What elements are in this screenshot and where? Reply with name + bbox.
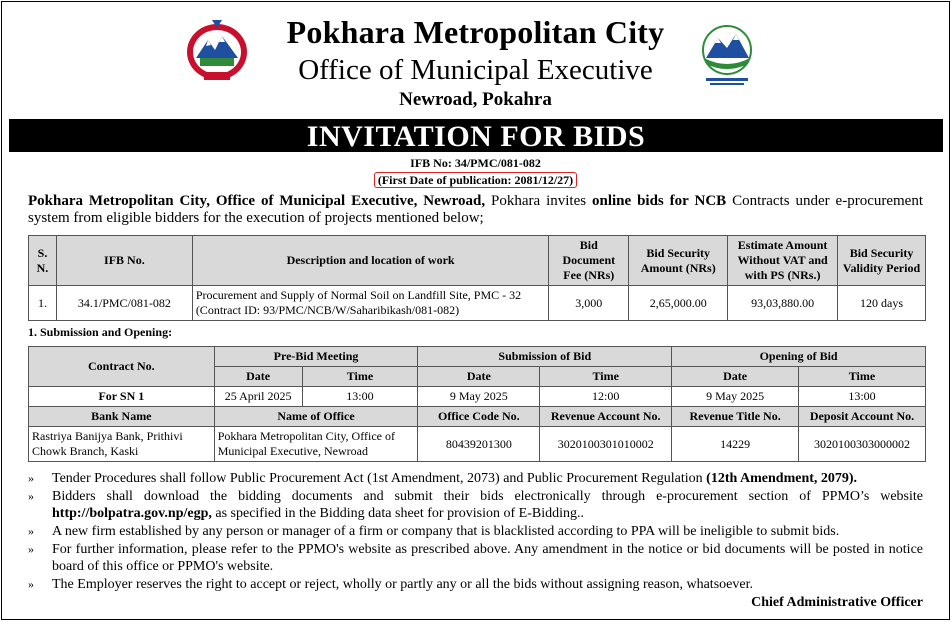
list-item xyxy=(28,541,923,575)
note-1-bold: (12th Amendment, 2079). xyxy=(706,471,858,486)
opening-header: Opening of Bid xyxy=(672,347,926,367)
cell-contract: For SN 1 xyxy=(29,387,215,407)
cell-submission-time: 12:00 xyxy=(540,387,672,407)
bids-table-header xyxy=(29,236,926,286)
col-doc-fee: Bid Document Fee (NRs) xyxy=(549,236,629,286)
note-4-text: For further information, please refer to the PPMO's website as prescribed above. Any amendment in the notice or bid documents will be posted in notice board of this office or PPMO's website. xyxy=(52,542,923,574)
time-header: Time xyxy=(540,367,672,387)
city-logo-icon xyxy=(694,24,760,86)
section-title: 1. Submission and Opening: xyxy=(28,325,173,339)
table-row xyxy=(29,286,926,321)
note-3-text: A new firm established by any person or manager of a firm or company that is blacklisted according to PPA will be ineligible to submit bids. xyxy=(52,524,840,539)
bullet-icon: » xyxy=(28,489,34,503)
col-sn: S. N. xyxy=(29,236,57,286)
schedule-table xyxy=(28,346,926,462)
cell-revenue-title: 14229 xyxy=(672,427,799,462)
col-validity: Bid Security Validity Period xyxy=(838,236,926,286)
date-header: Date xyxy=(418,367,540,387)
cell-sn: 1. xyxy=(29,286,57,321)
cell-bank-name: Rastriya Banijya Bank, Prithivi Chowk Branch, Kaski xyxy=(29,427,215,462)
intro-bold: online bids for NCB xyxy=(591,193,727,209)
revenue-account-header: Revenue Account No. xyxy=(540,407,672,427)
time-header: Time xyxy=(302,367,418,387)
cell-prebid-date: 25 April 2025 xyxy=(214,387,302,407)
contract-no-header: Contract No. xyxy=(29,347,215,387)
table-row xyxy=(29,427,926,462)
intro-paragraph xyxy=(28,193,923,227)
bank-name-header: Bank Name xyxy=(29,407,215,427)
bullet-icon: » xyxy=(28,577,34,591)
cell-office-name: Pokhara Metropolitan City, Office of Municipal Executive, Newroad xyxy=(214,427,418,462)
notes-list xyxy=(28,470,923,594)
list-item xyxy=(28,576,923,593)
revenue-title-header: Revenue Title No. xyxy=(672,407,799,427)
bullet-icon: » xyxy=(28,524,34,538)
banner: INVITATION FOR BIDS xyxy=(9,119,943,152)
col-estimate: Estimate Amount Without VAT and with PS (NRs.) xyxy=(728,236,838,286)
bullet-icon: » xyxy=(28,542,34,556)
list-item xyxy=(28,470,923,487)
bullet-icon: » xyxy=(28,471,34,485)
cell-prebid-time: 13:00 xyxy=(302,387,418,407)
col-ifb: IFB No. xyxy=(56,236,192,286)
office-code-header: Office Code No. xyxy=(418,407,540,427)
ppmo-link[interactable]: http://bolpatra.gov.np/egp, xyxy=(52,506,212,521)
ifb-number: IFB No: 34/PMC/081-082 xyxy=(410,156,541,170)
submission-header: Submission of Bid xyxy=(418,347,672,367)
note-1-text: Tender Procedures shall follow Public Procurement Act (1st Amendment, 2073) and Public Procurement Regulation xyxy=(52,471,707,486)
org-subtitle: Office of Municipal Executive xyxy=(298,54,653,86)
note-2-text: Bidders shall download the bidding documents and submit their bids electronically through e-procurement section of PPMO’s website xyxy=(52,489,923,504)
cell-ifb: 34.1/PMC/081-082 xyxy=(56,286,192,321)
note-2-text-end: as specified in the Bidding data sheet for provision of E-Bidding.. xyxy=(211,506,584,521)
publication-date xyxy=(2,173,949,188)
date-header: Date xyxy=(672,367,799,387)
signature: Chief Administrative Officer xyxy=(751,595,923,610)
cell-office-code: 80439201300 xyxy=(418,427,540,462)
time-header: Time xyxy=(799,367,926,387)
date-header: Date xyxy=(214,367,302,387)
cell-submission-date: 9 May 2025 xyxy=(418,387,540,407)
bids-table xyxy=(28,235,926,321)
org-address: Newroad, Pokahra xyxy=(399,89,552,110)
publication-date-text: (First Date of publication: 2081/12/27) xyxy=(374,172,577,188)
bid-notice xyxy=(1,1,950,620)
cell-description: Procurement and Supply of Normal Soil on Landfill Site, PMC - 32 (Contract ID: 93/PMC/NCB/W/Saharibikash/081-082) xyxy=(192,286,549,321)
intro-text-2: Contracts under e-procurement system from eligible bidders for the execution of projects mentioned below; xyxy=(28,193,923,226)
cell-security-amount: 2,65,000.00 xyxy=(629,286,728,321)
office-name-header: Name of Office xyxy=(214,407,418,427)
pre-bid-header: Pre-Bid Meeting xyxy=(214,347,418,367)
cell-revenue-account: 3020100301010002 xyxy=(540,427,672,462)
note-5-text: The Employer reserves the right to accept or reject, wholly or partly any or all the bids without assigning reason, whatsoever. xyxy=(52,577,753,592)
cell-validity: 120 days xyxy=(838,286,926,321)
cell-estimate: 93,03,880.00 xyxy=(728,286,838,321)
schedule-header-1 xyxy=(29,347,926,367)
list-item xyxy=(28,488,923,522)
intro-text-1: Pokhara invites xyxy=(485,193,592,209)
cell-doc-fee: 3,000 xyxy=(549,286,629,321)
cell-opening-date: 9 May 2025 xyxy=(672,387,799,407)
table-row xyxy=(29,387,926,407)
list-item xyxy=(28,523,923,540)
org-title: Pokhara Metropolitan City xyxy=(286,14,665,50)
cell-deposit-account: 3020100303000002 xyxy=(799,427,926,462)
intro-org: Pokhara Metropolitan City, Office of Municipal Executive, Newroad, xyxy=(28,193,486,209)
col-security-amount: Bid Security Amount (NRs) xyxy=(629,236,728,286)
cell-opening-time: 13:00 xyxy=(799,387,926,407)
bank-header-row xyxy=(29,407,926,427)
col-description: Description and location of work xyxy=(192,236,549,286)
deposit-account-header: Deposit Account No. xyxy=(799,407,926,427)
header xyxy=(2,2,949,120)
